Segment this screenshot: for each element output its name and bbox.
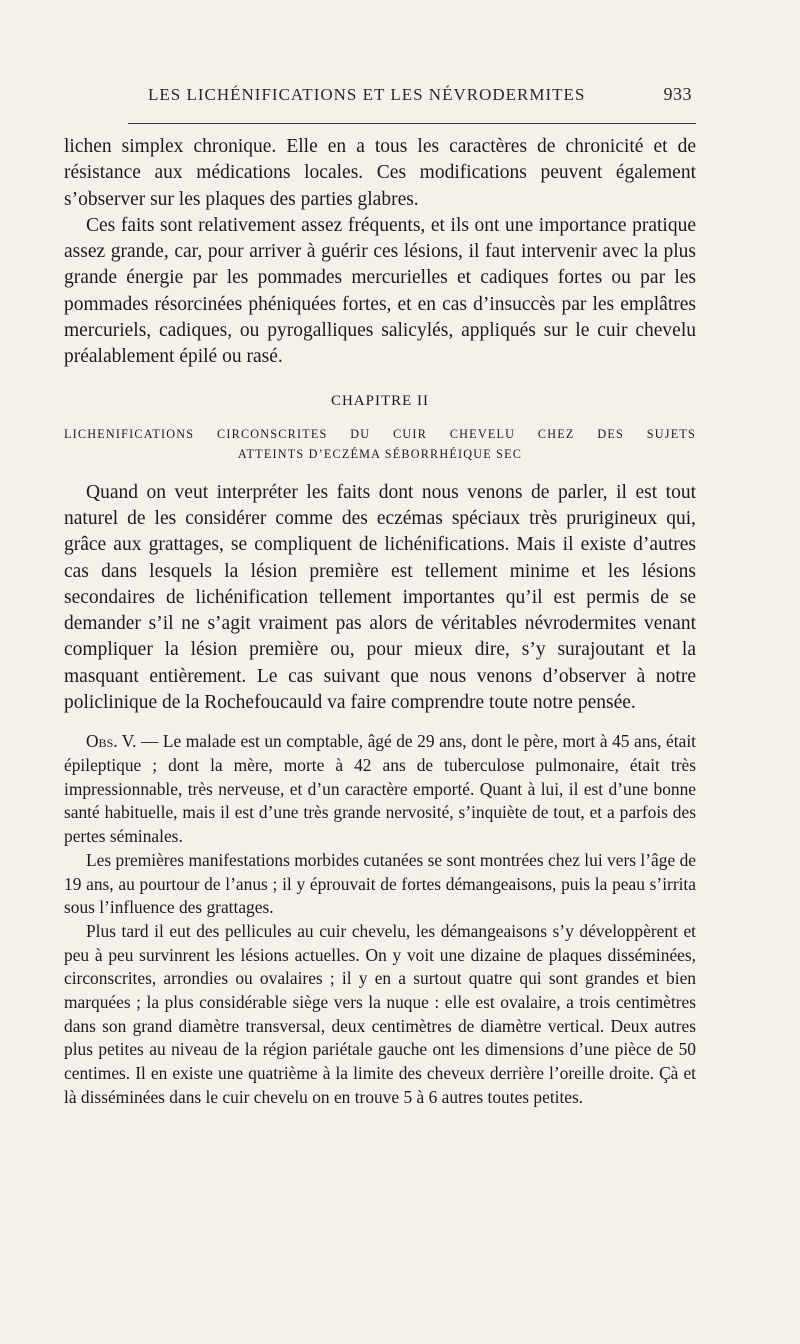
chapter-heading: CHAPITRE II — [330, 392, 430, 409]
running-title: LES LICHÉNIFICATIONS ET LES NÉVRODERMITES — [148, 85, 586, 104]
observation-paragraph: Plus tard il eut des pellicules au cuir chevelu, les démangeaisons s’y développèrent et peu à peu survinrent les lésions actuelles. On y voit une dizaine de plaques disséminées, circonscrites, arrondies ou ovalaires ; il y en a surtout quatre qui sont grandes et bien marquées ; la plus considérable siège vers la nuque : elle est ovalaire, a trois centimètres dans son grand diamètre transversal, deux centimètres de diamètre vertical. Deux autres plus petites au niveau de la région pariétale gauche ont les dimensions d’une pièce de 50 centimes. Il en existe une quatrième à la limite des cheveux derrière l’oreille droite. Çà et là disséminées dans le cuir chevelu on en trouve 5 à 6 autres toutes petites. — [64, 920, 696, 1107]
chapter-subtitle-line-2: ATTEINTS D’ECZÉMA SÉBORRHÉIQUE SEC — [237, 446, 523, 461]
observation-paragraph: Les premières manifestations morbides cutanées se sont montrées chez lui vers l’âge de 19 ans, au pourtour de l’anus ; il y éprouvait de fortes démangeaisons, puis la peau s’irrita sous l’influence des grattages. — [64, 849, 696, 918]
observation-label: Obs. V. — [86, 731, 137, 752]
paragraph-continued: lichen simplex chronique. Elle en a tous les caractères de chronicité et de résistance aux médications locales. Ces modifications peuvent également s’observer sur les plaques des parties glabres. — [64, 136, 696, 210]
chapter-subtitle-line-1: LICHENIFICATIONS CIRCONSCRITES DU CUIR CHEVELU CHEZ DES SUJETS — [64, 426, 696, 441]
running-header — [64, 84, 696, 105]
paragraph: Quand on veut interpréter les faits dont nous venons de parler, il est tout naturel de les considérer comme des eczémas spéciaux très prurigineux qui, grâce aux grattages, se compliquent de lichénifications. Mais il existe d’autres cas dans lesquels la lésion première est tellement minime et les lésions secondaires de lichénification tellement importantes qu’il est permis de se demander s’il ne s’agit vraiment pas alors de véritables névrodermites venant compliquer la lésion première ou, pour mieux dire, s’y surajoutant et la masquant entièrement. Le cas suivant que nous venons d’observer à notre policlinique de la Rochefoucauld va faire comprendre toute notre pensée. — [64, 481, 696, 714]
header-rule — [128, 123, 696, 124]
observation-text: — Le malade est un comptable, âgé de 29 ans, dont le père, mort à 45 ans, était épileptique ; dont la mère, morte à 42 ans de tuberculose pulmonaire, était très impressionnable, très nerveuse, et d’un caractère emporté. Quant à lui, il est d’une bonne santé habituelle, mais il est d’une très grande nervosité, s’inquiète de tout, et a parfois des pertes séminales. — [64, 731, 696, 847]
observation-paragraph — [64, 730, 696, 849]
book-page — [64, 84, 696, 1110]
main-text — [64, 480, 696, 717]
page-number: 933 — [663, 84, 692, 104]
body-text — [64, 134, 696, 371]
observation-block — [64, 730, 696, 1109]
paragraph: Ces faits sont relativement assez fréquents, et ils ont une importance pratique assez grande, car, pour arriver à guérir ces lésions, il faut intervenir avec la plus grande énergie par les pommades mercurielles et cadiques fortes ou par les pommades résorcinées phéniquées fortes, et en cas d’insuccès par les emplâtres mercuriels, cadiques, ou pyrogalliques salicylés, appliqués sur le cuir chevelu préalablement épilé ou rasé. — [64, 214, 696, 368]
